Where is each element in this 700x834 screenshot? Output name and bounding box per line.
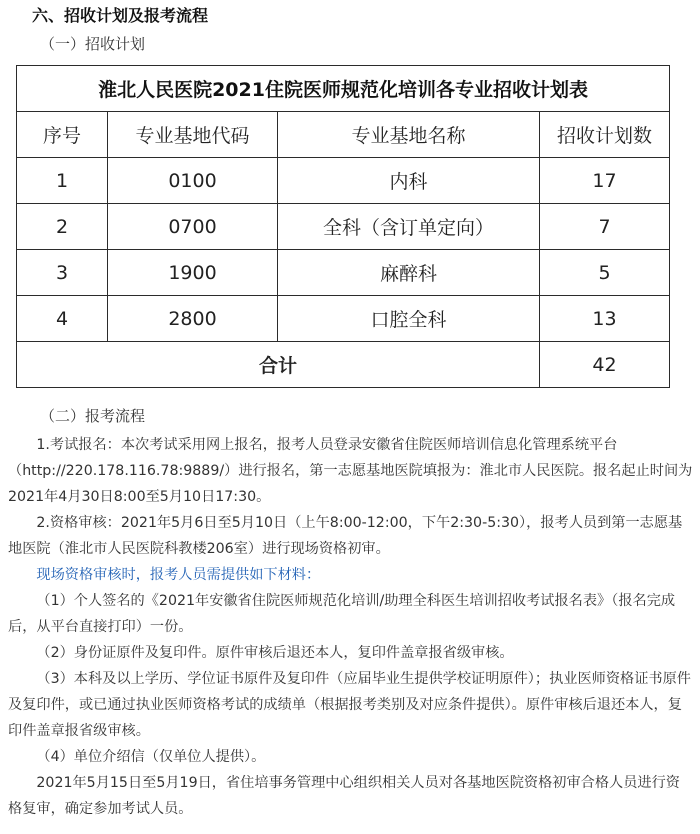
paragraph-registration: 1.考试报名：本次考试采用网上报名，报考人员登录安徽省住院医师培训信息化管理系统平台（http://220.178.116.78:9889/）进行报名，第一志愿基地医院填报为：淮北市人民医院。报名起止时间为2021年4月30日8:00至5月10日17:30。 xyxy=(8,437,693,505)
table-row xyxy=(17,204,670,250)
material-item-3: （3）本科及以上学历、学位证书原件及复印件（应届毕业生提供学校证明原件）；执业医师资格证书原件及复印件，或已通过执业医师资格考试的成绩单（根据报考类别及对应条件提供）。原件审核后退还本人，复印件盖章报省级审核。 xyxy=(8,671,691,739)
table-row xyxy=(17,158,670,204)
recruitment-plan-table xyxy=(16,65,670,388)
subsection-title-process: （二）报考流程 xyxy=(40,407,146,425)
table-caption: 淮北人民医院2021住院医师规范化培训各专业招收计划表 xyxy=(17,66,670,112)
cell-code: 2800 xyxy=(108,296,278,342)
column-header-name: 专业基地名称 xyxy=(278,112,540,158)
column-header-quota: 招收计划数 xyxy=(540,112,670,158)
material-item-1: （1）个人签名的《2021年安徽省住院医师规范化培训/助理全科医生培训招收考试报名表》（报名完成后，从平台直接打印）一份。 xyxy=(8,593,676,635)
cell-name: 全科（含订单定向） xyxy=(278,204,540,250)
process-body xyxy=(8,432,693,822)
cell-quota: 13 xyxy=(540,296,670,342)
total-row xyxy=(17,342,670,388)
column-header-index: 序号 xyxy=(17,112,108,158)
cell-quota: 17 xyxy=(540,158,670,204)
cell-code: 0700 xyxy=(108,204,278,250)
cell-name: 口腔全科 xyxy=(278,296,540,342)
cell-code: 0100 xyxy=(108,158,278,204)
material-item-2: （2）身份证原件及复印件。原件审核后退还本人，复印件盖章报省级审核。 xyxy=(36,645,514,661)
table-row xyxy=(17,296,670,342)
cell-index: 3 xyxy=(17,250,108,296)
cell-code: 1900 xyxy=(108,250,278,296)
cell-index: 4 xyxy=(17,296,108,342)
cell-quota: 5 xyxy=(540,250,670,296)
materials-note: 现场资格审核时，报考人员需提供如下材料： xyxy=(36,567,321,583)
column-header-code: 专业基地代码 xyxy=(108,112,278,158)
subsection-title-plan: （一）招收计划 xyxy=(40,35,146,53)
cell-quota: 7 xyxy=(540,204,670,250)
total-value: 42 xyxy=(540,342,670,388)
section-title: 六、招收计划及报考流程 xyxy=(32,6,209,25)
cell-name: 内科 xyxy=(278,158,540,204)
total-label: 合计 xyxy=(17,342,540,388)
paragraph-recheck: 2021年5月15日至5月19日，省住培事务管理中心组织相关人员对各基地医院资格初审合格人员进行资格复审，确定参加考试人员。 xyxy=(8,775,680,817)
paragraph-qualification: 2.资格审核：2021年5月6日至5月10日（上午8:00-12:00，下午2:30-5:30），报考人员到第一志愿基地医院（淮北市人民医院科教楼206室）进行现场资格初审。 xyxy=(8,515,683,557)
cell-index: 2 xyxy=(17,204,108,250)
cell-name: 麻醉科 xyxy=(278,250,540,296)
table-row xyxy=(17,250,670,296)
material-item-4: （4）单位介绍信（仅单位人提供）。 xyxy=(36,749,266,765)
cell-index: 1 xyxy=(17,158,108,204)
